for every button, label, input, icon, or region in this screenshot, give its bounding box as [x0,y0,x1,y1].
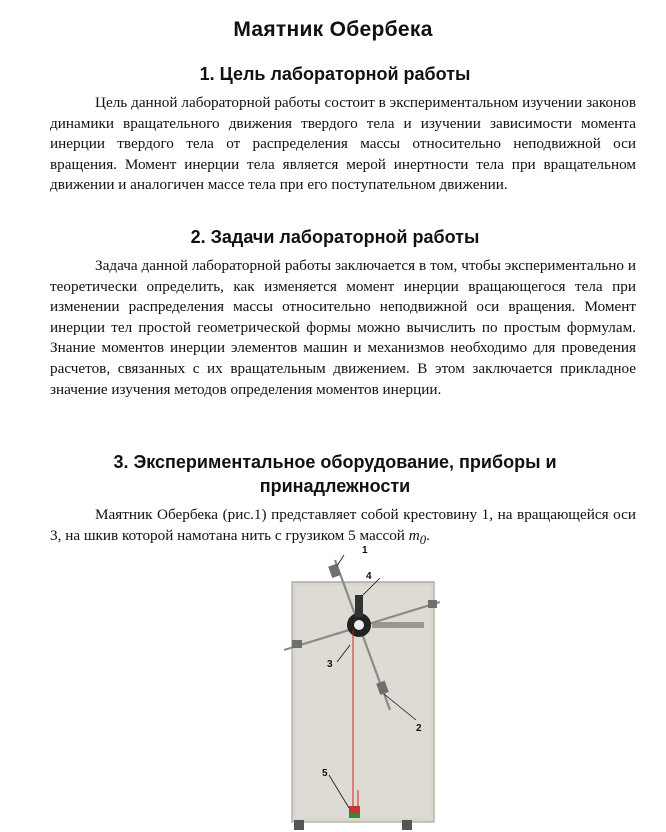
pulley-inner [354,620,364,630]
section-2-paragraph: Задача данной лабораторной работы заключается в том, чтобы экспериментально и теоретически определить, как изменяется момент инерции вращающегося тела при изменении распределения массы относительно неподвижной оси вращения. Момент инерции тел простой геометрической формы можно вычислить по простым формулам. Знание моментов инерции элементов машин и механизмов необходимо для проведения расчетов, связанных с их вращательным движением. В этом заключается прикладное значение изучения методов определения моментов инерции. [50,257,636,398]
section-1-heading: 1. Цель лабораторной работы [199,64,471,84]
section-3-heading-line1: 3. Экспериментальное оборудование, приборы и [113,452,557,472]
cabinet-foot-right [402,820,412,830]
section-3-heading-line2: принадлежности [259,476,411,496]
rod-weight-right [428,600,437,608]
section-2-heading: 2. Задачи лабораторной работы [190,227,480,247]
callout-2: 2 [416,723,422,734]
section-3-paragraph [50,505,636,550]
section-1-paragraph: Цель данной лабораторной работы состоит в экспериментальном изучении законов динамики вращательного движения твердого тела и изучении зависимости момента инерции твердого тела от распределения массы относительно неподвижной оси вращения. Момент инерции тела является мерой инертности тела при вращательном движении и аналогичен массе тела при его поступательном движении. [50,94,636,194]
section-3-heading [40,450,630,498]
section-3-paragraph-end: . [426,526,430,544]
hub-top [355,595,363,617]
rod-weight-1 [328,564,341,578]
side-bracket [372,622,424,628]
hanging-weight-base [349,814,360,818]
section-3-paragraph-text: Маятник Обербека (рис.1) представляет собой крестовину 1, на вращающейся оси 3, на шкив которой намотана нить с грузиком 5 массой [50,506,636,544]
callout-5: 5 [322,768,328,779]
callout-3: 3 [327,659,333,670]
callout-1: 1 [362,545,368,556]
hanging-weight [349,806,360,814]
mass-symbol: m [408,526,420,544]
mass-subscript: 0 [419,532,427,547]
cabinet-foot-left [294,820,304,830]
leader-1 [337,555,344,566]
oberbeck-pendulum-figure [250,545,450,832]
rod-weight-left [292,640,302,648]
callout-4: 4 [366,571,372,582]
document-title: Маятник Обербека [233,18,433,41]
